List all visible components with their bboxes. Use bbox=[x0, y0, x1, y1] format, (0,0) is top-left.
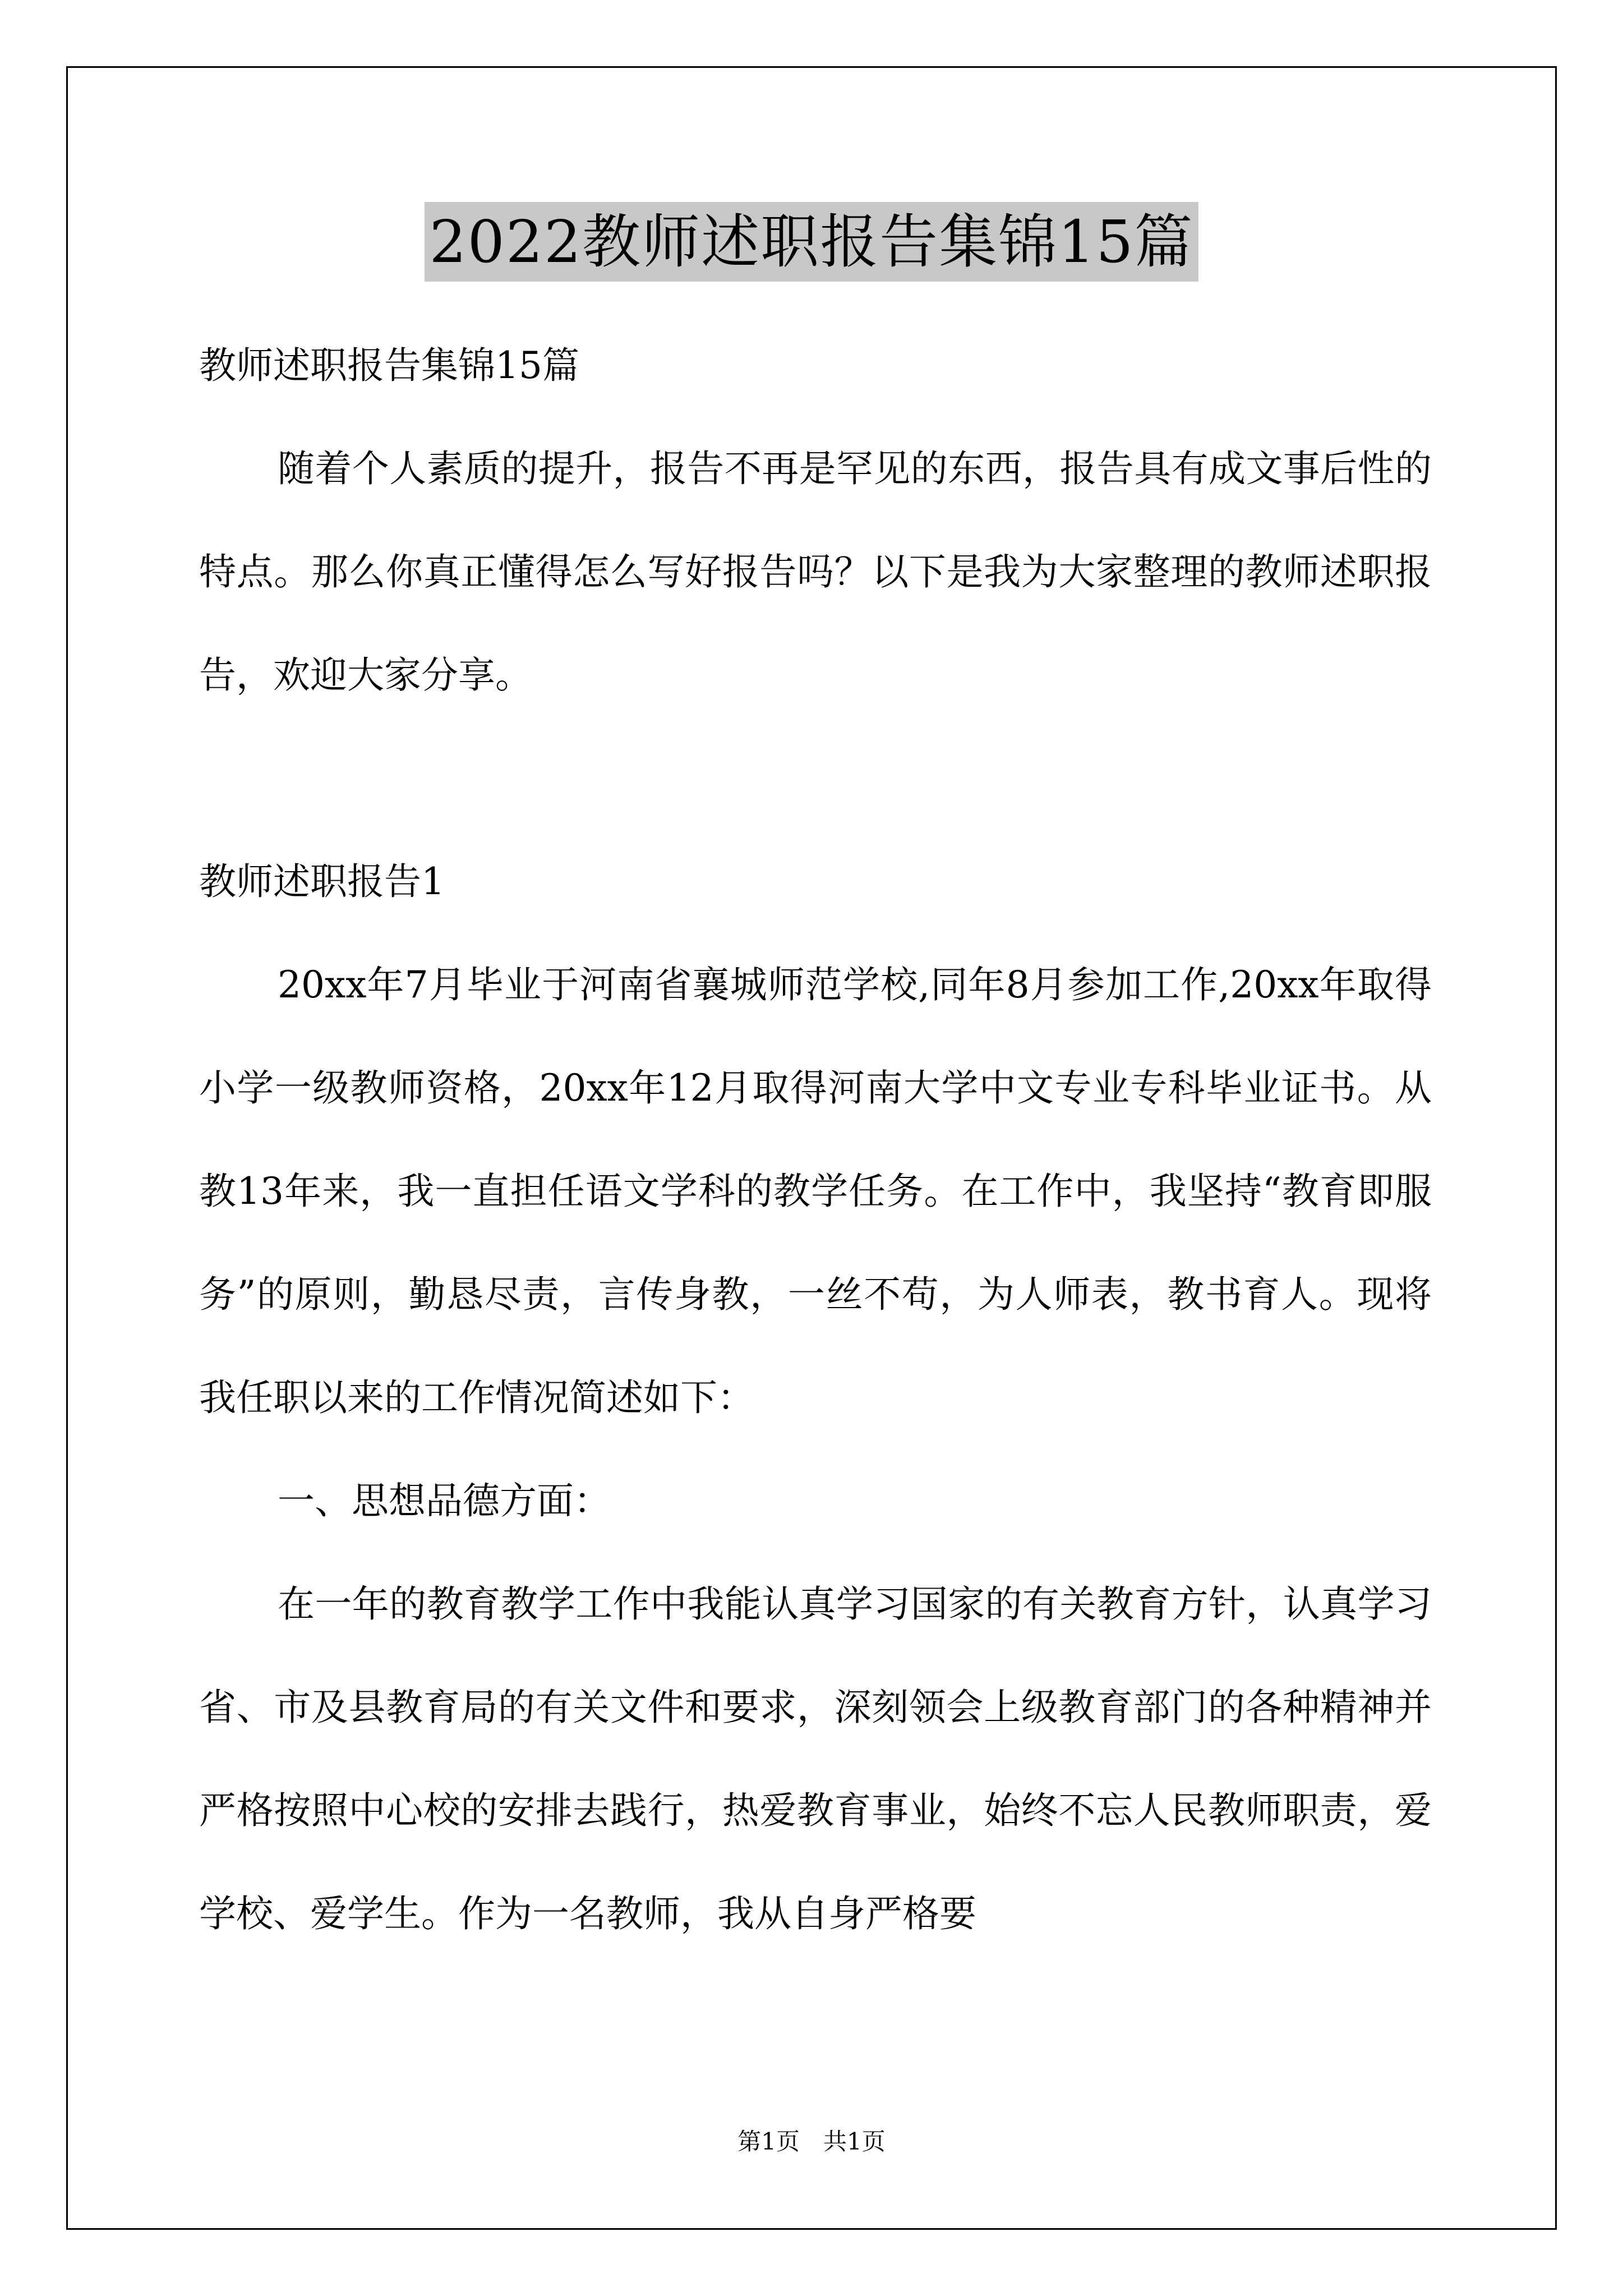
intro-paragraph: 随着个人素质的提升，报告不再是罕见的东西，报告具有成文事后性的特点。那么你真正懂得怎么写好报告吗？以下是我为大家整理的教师述职报告，欢迎大家分享。 bbox=[199, 447, 1432, 697]
section-gap bbox=[199, 727, 1432, 830]
title-container bbox=[0, 202, 1623, 282]
body-paragraph: 20xx年7月毕业于河南省襄城师范学校,同年8月参加工作,20xx年取得小学一级教师资格，20xx年12月取得河南大学中文专业专科毕业证书。从教13年来，我一直担任语文学科的教学任务。在工作中，我坚持“教育即服务”的原则，勤恳尽责，言传身教，一丝不苟，为人师表，教书育人。现将我任职以来的工作情况简述如下： bbox=[199, 963, 1432, 1419]
document-body bbox=[199, 314, 1432, 1966]
page-footer: 第1页 共1页 bbox=[737, 2128, 886, 2155]
body-paragraph: 一、思想品德方面： bbox=[278, 1479, 611, 1522]
body-paragraph: 在一年的教育教学工作中我能认真学习国家的有关教育方针，认真学习省、市及县教育局的有关文件和要求，深刻领会上级教育部门的各种精神并严格按照中心校的安排去践行，热爱教育事业，始终不忘人民教师职责，爱学校、爱学生。作为一名教师，我从自身严格要 bbox=[199, 1582, 1432, 1935]
document-subtitle: 教师述职报告集锦15篇 bbox=[199, 344, 579, 387]
section-heading: 教师述职报告1 bbox=[199, 860, 445, 903]
document-title: 2022教师述职报告集锦15篇 bbox=[425, 202, 1198, 282]
